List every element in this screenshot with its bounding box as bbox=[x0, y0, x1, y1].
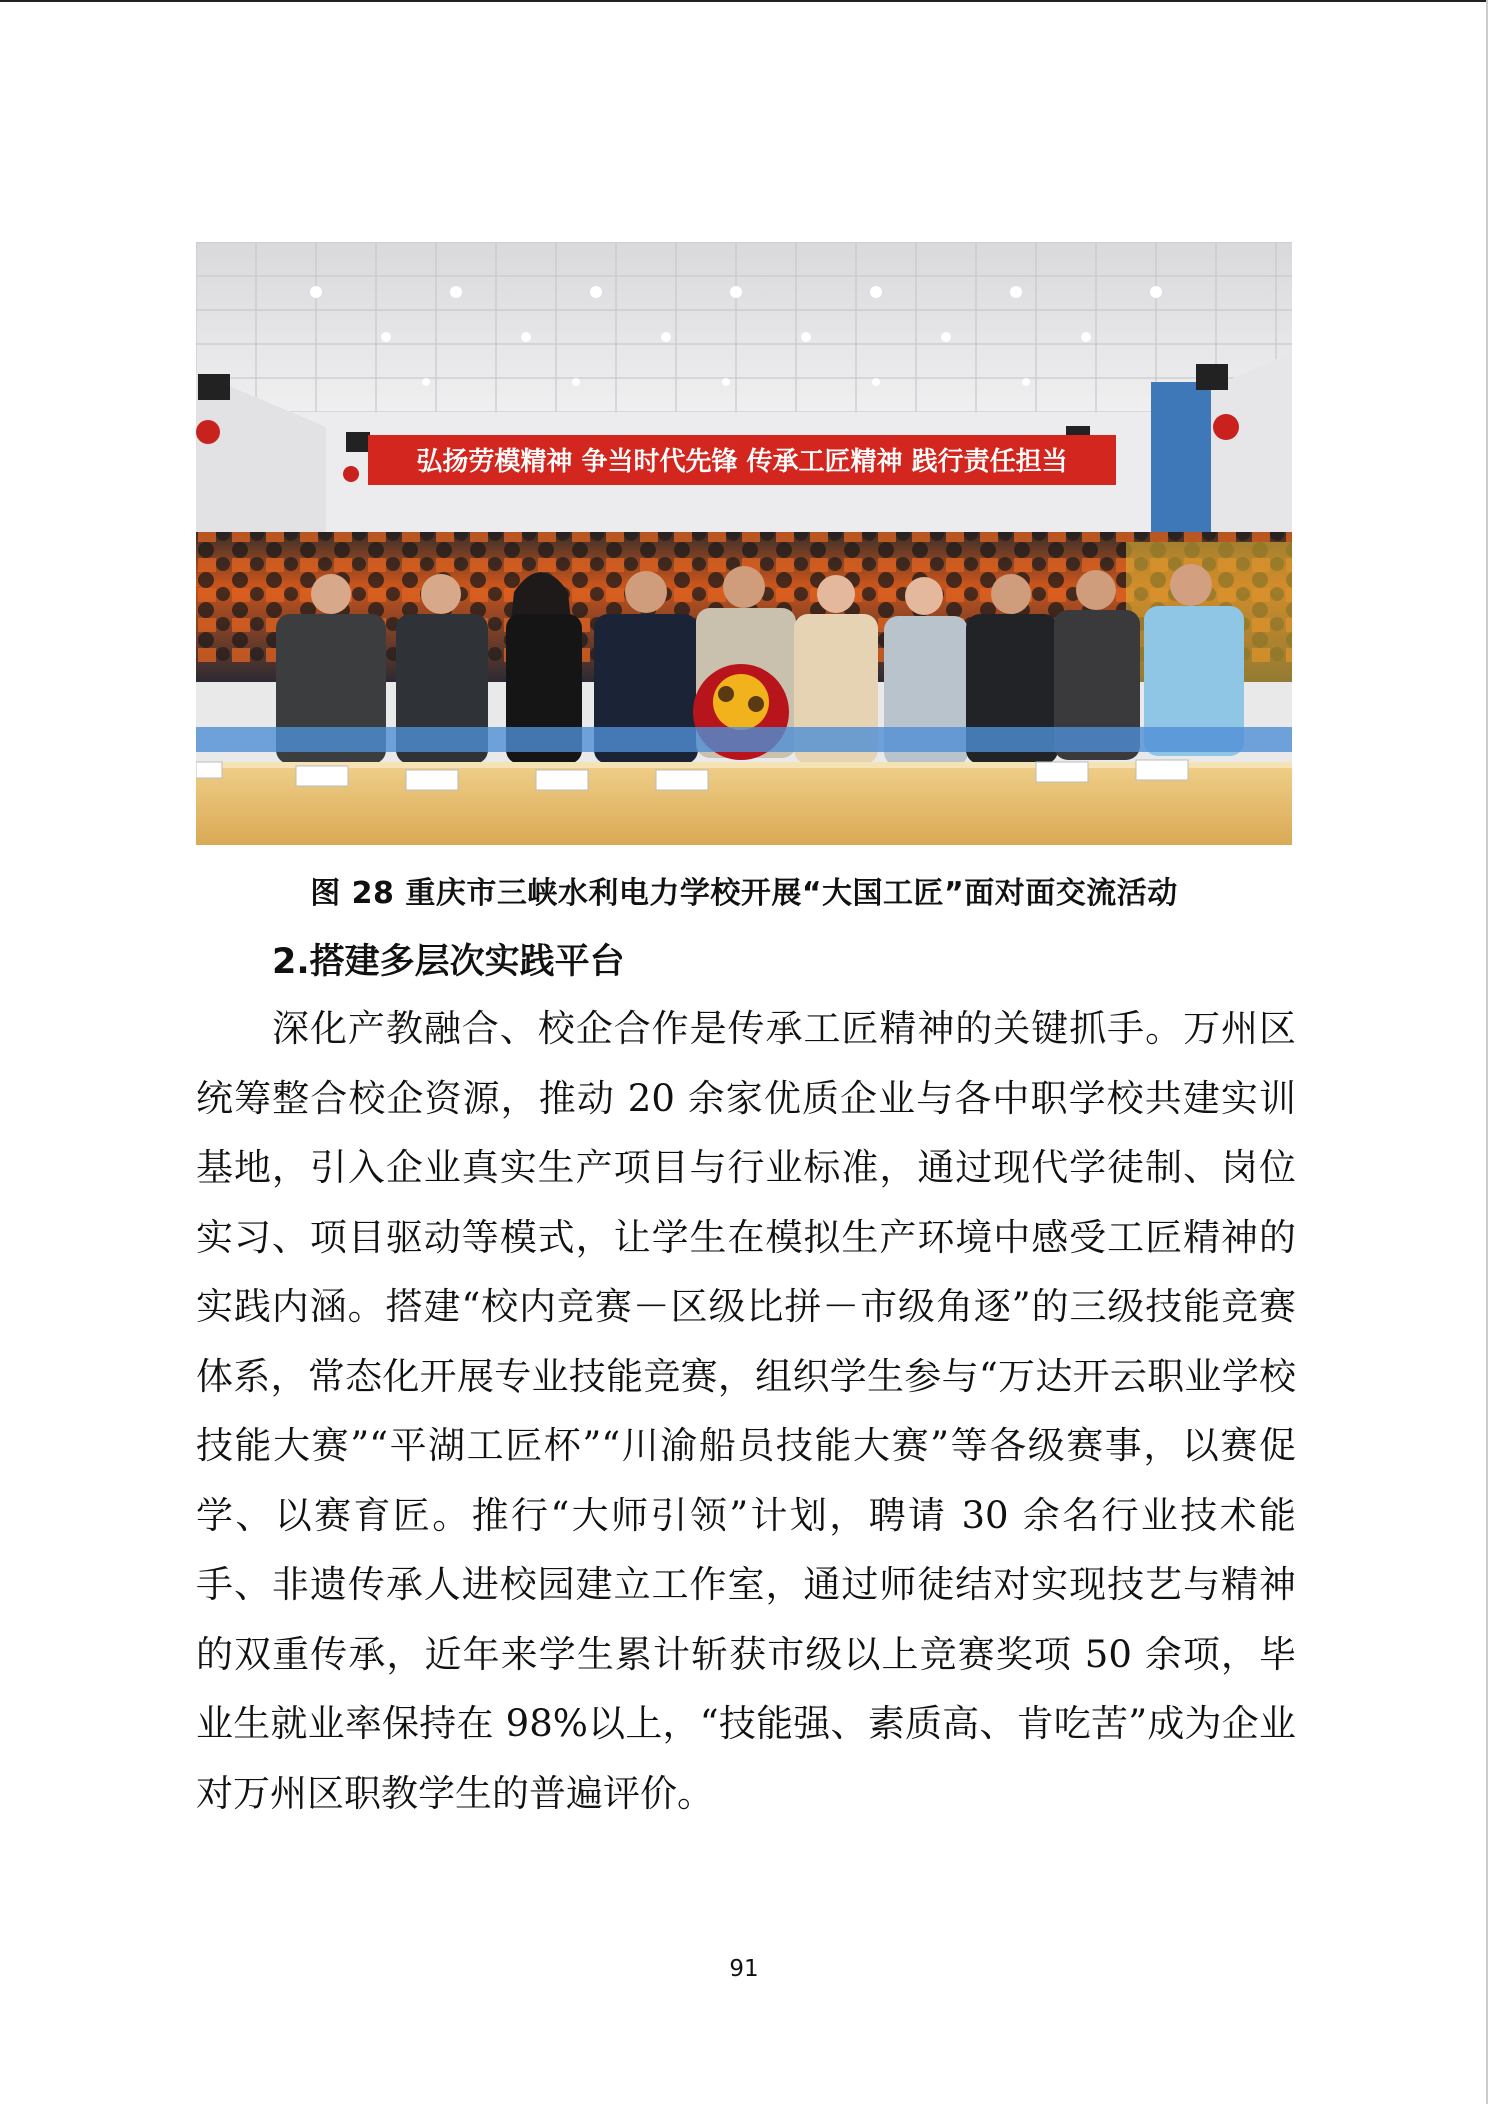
page-top-border bbox=[0, 0, 1488, 2]
event-photo bbox=[196, 242, 1292, 845]
page-number: 91 bbox=[729, 1956, 759, 1982]
section-heading: 2.搭建多层次实践平台 bbox=[272, 942, 625, 982]
front-desk bbox=[196, 762, 1292, 845]
figure-caption: 图 28 重庆市三峡水利电力学校开展“大国工匠”面对面交流活动 bbox=[310, 876, 1178, 911]
body-paragraph: 深化产教融合、校企合作是传承工匠精神的关键抓手。万州区统筹整合校企资源，推动 20 余家优质企业与各中职学校共建实训基地，引入企业真实生产项目与行业标准，通过现代学徒制、岗位实习、项目驱动等模式，让学生在模拟生产环境中感受工匠精神的实践内涵。搭建“校内竞赛－区级比拼－市级角逐”的三级技能竞赛体系，常态化开展专业技能竞赛，组织学生参与“万达开云职业学校技能大赛”“平湖工匠杯”“川渝船员技能大赛”等各级赛事，以赛促学、以赛育匠。推行“大师引领”计划，聘请 30 余名行业技术能手、非遗传承人进校园建立工作室，通过师徒结对实现技艺与精神的双重传承，近年来学生累计斩获市级以上竞赛奖项 50 余项，毕业生就业率保持在 98%以上，“技能强、素质高、肯吃苦”成为企业对万州区职教学生的普遍评价。 bbox=[196, 1007, 1296, 1815]
banner-text: 弘扬劳模精神 争当时代先锋 传承工匠精神 践行责任担当 bbox=[416, 447, 1068, 477]
